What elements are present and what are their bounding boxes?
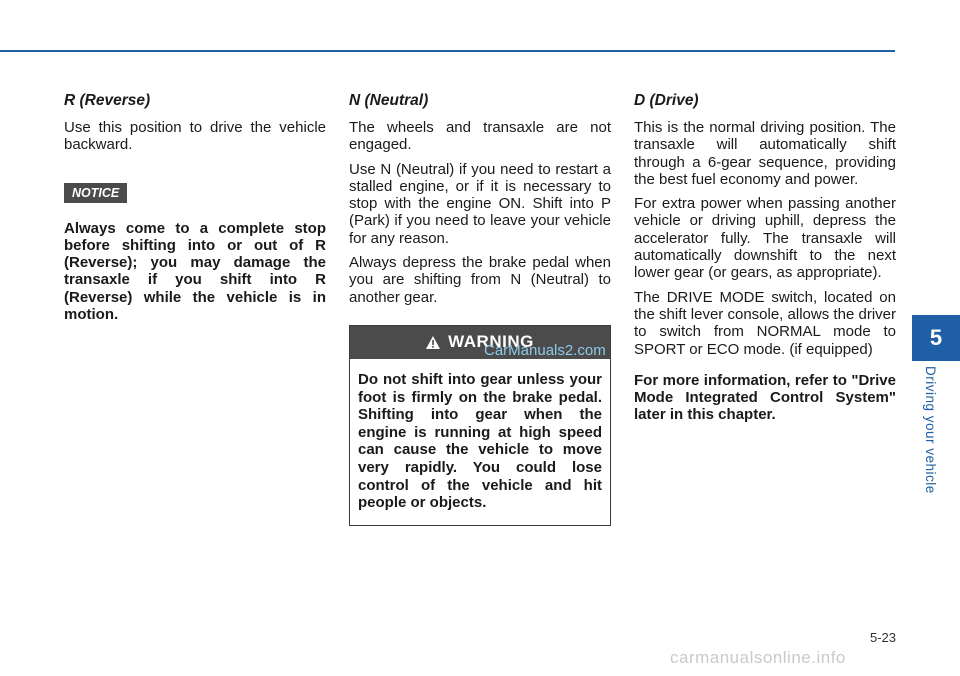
heading-drive: D (Drive) (634, 92, 699, 109)
notice-text: Always come to a complete stop before shifting into or out of R (Reverse); you may damage the transaxle if you shift into R (Reverse) while the vehicle is in motion. (64, 219, 326, 324)
page-number: 5-23 (869, 630, 896, 645)
warning-title: WARNING (448, 332, 534, 352)
chapter-number-tab: 5 (912, 315, 960, 361)
heading-reverse: R (Reverse) (64, 92, 151, 109)
chapter-label-text: Driving your vehicle (923, 366, 938, 494)
drive-description: This is the normal driving position. The transaxle will automatically shift through a 6-gear sequence, providing the best fuel economy and power. (634, 119, 896, 188)
neutral-brake-note: Always depress the brake pedal when you are shifting from N (Neutral) to another gear. (349, 254, 611, 306)
warning-body (350, 359, 610, 525)
neutral-usage: Use N (Neutral) if you need to restart a stalled engine, or if it is necessary to stop with the engine ON. Shift into P (Park) if you need to leave your vehicle for any reason. (349, 160, 611, 247)
watermark-footer: carmanualsonline.info (670, 648, 846, 667)
heading-neutral: N (Neutral) (349, 92, 429, 109)
column-neutral (349, 92, 611, 526)
watermark-overlay: CarManuals2.com (484, 342, 606, 359)
warning-triangle-icon (426, 336, 440, 349)
column-drive (634, 92, 896, 431)
chapter-label (924, 366, 938, 500)
drive-more-info: For more information, refer to "Drive Mode Integrated Control System" later in this chapter. (634, 371, 896, 424)
neutral-description: The wheels and transaxle are not engaged. (349, 119, 611, 154)
reverse-description: Use this position to drive the vehicle backward. (64, 119, 326, 154)
column-reverse (64, 92, 326, 330)
drive-extra-power: For extra power when passing another vehicle or driving uphill, depress the accelerator fully. The transaxle will automatically downshift to the next lower gear (or gears, as appropriate). (634, 195, 896, 282)
header-rule (0, 50, 895, 52)
drive-mode-switch: The DRIVE MODE switch, located on the shift lever console, allows the driver to switch from NORMAL mode to SPORT or ECO mode. (if equipped) (634, 288, 896, 358)
notice-badge: NOTICE (64, 183, 127, 203)
warning-text: Do not shift into gear unless your foot is firmly on the brake pedal. Shifting into gear when the engine is running at high speed can cause the vehicle to move very rapidly. You could lose control of the vehicle and hit people or objects. (358, 370, 602, 512)
